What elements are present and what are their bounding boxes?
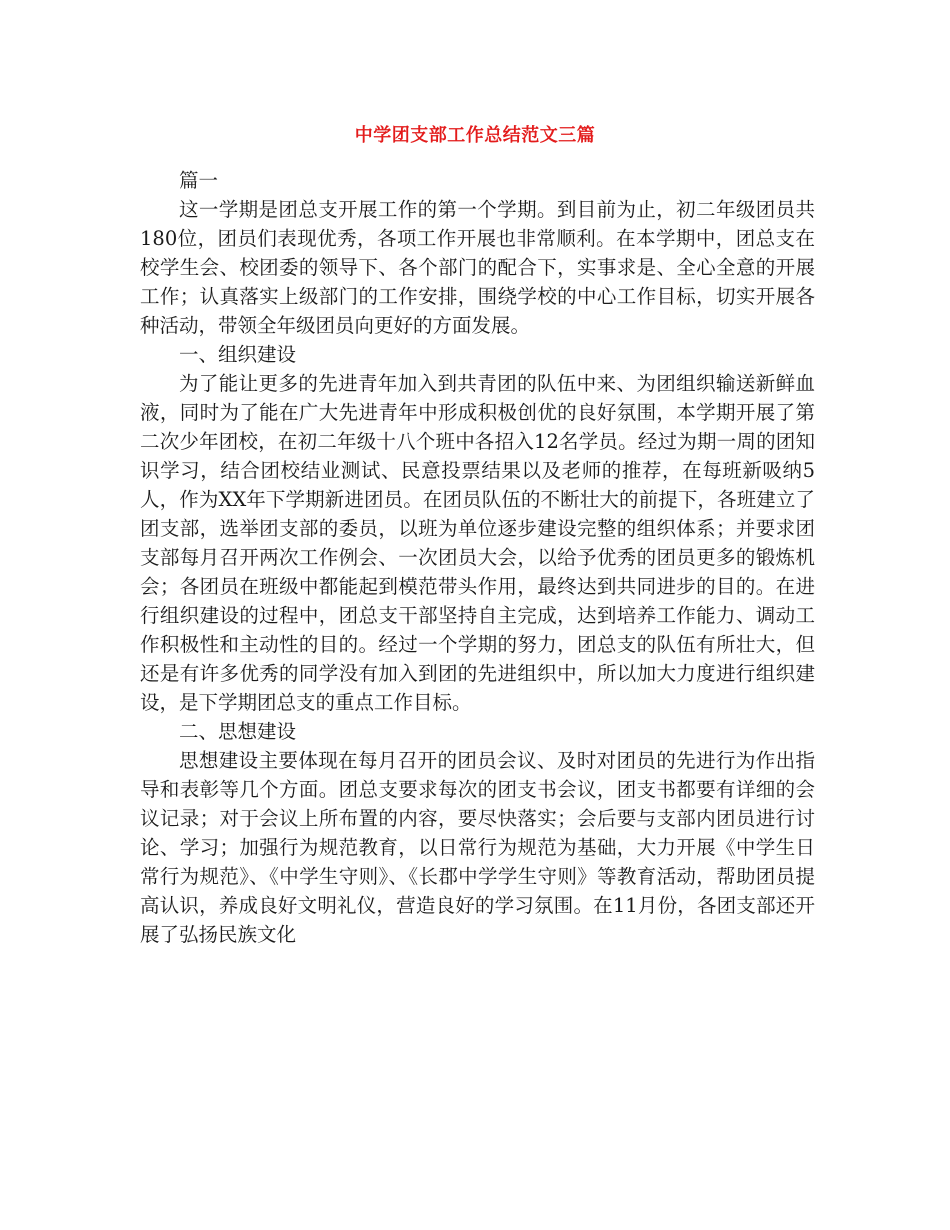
ideology-paragraph: 思想建设主要体现在每月召开的团员会议、及时对团员的先进行为作出指导和表彰等几个方面。团总支要求每次的团支书会议，团支书都要有详细的会议记录；对于会议上所布置的内容，要尽快落实；会后要与支部内团员进行讨论、学习；加强行为规范教育，以日常行为规范为基础，大力开展《中学生日常行为规范》、《中学生守则》、《长郡中学学生守则》等教育活动，帮助团员提高认识，养成良好文明礼仪，营造良好的学习氛围。在11月份，各团支部还开展了弘扬民族文化 <box>140 749 815 946</box>
section-label-part-one: 篇一 <box>179 169 219 192</box>
section-heading-organization: 一、组织建设 <box>179 343 297 366</box>
document-title: 中学团支部工作总结范文三篇 <box>354 125 596 146</box>
section-heading-ideology: 二、思想建设 <box>179 720 297 743</box>
document-body <box>140 166 815 949</box>
intro-paragraph: 这一学期是团总支开展工作的第一个学期。到目前为止，初二年级团员共180位，团员们表现优秀，各项工作开展也非常顺利。在本学期中，团总支在校学生会、校团委的领导下、各个部门的配合下，实事求是、全心全意的开展工作；认真落实上级部门的工作安排，围绕学校的中心工作目标，切实开展各种活动，带领全年级团员向更好的方面发展。 <box>140 198 815 337</box>
organization-paragraph: 为了能让更多的先进青年加入到共青团的队伍中来、为团组织输送新鲜血液，同时为了能在广大先进青年中形成积极创优的良好氛围，本学期开展了第二次少年团校，在初二年级十八个班中各招入12名学员。经过为期一周的团知识学习，结合团校结业测试、民意投票结果以及老师的推荐，在每班新吸纳5人，作为XX年下学期新进团员。在团员队伍的不断壮大的前提下，各班建立了团支部，选举团支部的委员，以班为单位逐步建设完整的组织体系；并要求团支部每月召开两次工作例会、一次团员大会，以给予优秀的团员更多的锻炼机会；各团员在班级中都能起到模范带头作用，最终达到共同进步的目的。在进行组织建设的过程中，团总支干部坚持自主完成，达到培养工作能力、调动工作积极性和主动性的目的。经过一个学期的努力，团总支的队伍有所壮大，但还是有许多优秀的同学没有加入到团的先进组织中，所以加大力度进行组织建设，是下学期团总支的重点工作目标。 <box>140 372 815 714</box>
